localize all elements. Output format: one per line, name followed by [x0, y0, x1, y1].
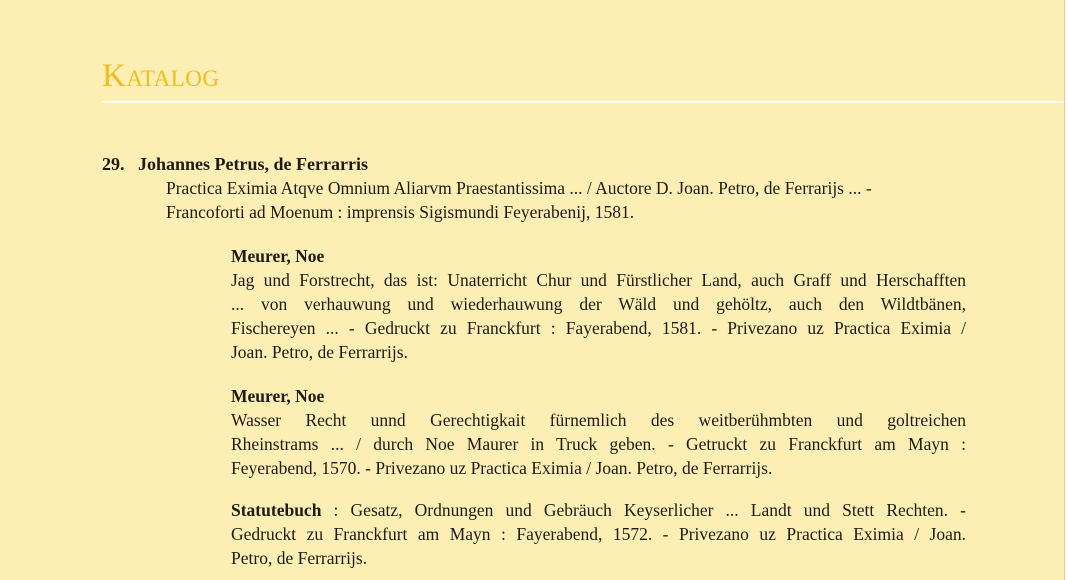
- entry-line: Practica Eximia Atqve Omnium Aliarvm Praestantissima ... / Auctore D. Joan. Petro, de Ferrarijs ... -: [166, 178, 872, 198]
- sub-entry-line: Gedruckt zu Franckfurt am Mayn : Fayerabend, 1572. - Privezano uz Practica Eximia / Joan.: [231, 524, 966, 544]
- sub-entry: [231, 244, 966, 364]
- sub-entry-line: ... von verhauwung und wiederhauwung der Wäld und gehöltz, auch den Wildtbänen,: [231, 294, 966, 314]
- entry-description: [166, 176, 966, 224]
- sub-entry-line-rest: : Gesatz, Ordnungen und Gebräuch Keyserlicher ... Landt und Stett Rechten. -: [321, 500, 966, 520]
- sub-entry-line: Wasser Recht unnd Gerechtigkait fürnemlich des weitberühmbten und goltreichen: [231, 410, 966, 430]
- sub-entry-line: Fischereyen ... - Gedruckt zu Franckfurt : Fayerabend, 1581. - Privezano uz Practica Eximia /: [231, 318, 966, 338]
- sub-entry: [231, 384, 966, 480]
- sub-entry-line: Feyerabend, 1570. - Privezano uz Practica Eximia / Joan. Petro, de Ferrarrijs.: [231, 458, 773, 478]
- sub-entry-line: [231, 498, 966, 522]
- sub-entry-line: Rheinstrams ... / durch Noe Maurer in Truck geben. - Getruckt zu Franckfurt am Mayn :: [231, 434, 966, 454]
- entry-author: Johannes Petrus, de Ferrarris: [138, 154, 368, 174]
- sub-entry: [231, 498, 966, 570]
- header-divider: [102, 101, 1064, 103]
- sub-entry-author: Meurer, Noe: [231, 246, 325, 266]
- page-title: Katalog: [102, 58, 220, 94]
- sub-entry-title: Statutebuch: [231, 500, 322, 520]
- sub-entry-line: Jag und Forstrecht, das ist: Unaterricht Chur und Fürstlicher Land, auch Graff und Herschafften: [231, 270, 966, 290]
- entry-heading: [102, 152, 368, 176]
- sub-entry-line: Joan. Petro, de Ferrarrijs.: [231, 342, 408, 362]
- entry-number: 29.: [102, 154, 125, 174]
- sub-entry-author: Meurer, Noe: [231, 386, 325, 406]
- sub-entry-line: Petro, de Ferrarrijs.: [231, 548, 368, 568]
- entry-line: Francoforti ad Moenum : imprensis Sigismundi Feyerabenij, 1581.: [166, 202, 635, 222]
